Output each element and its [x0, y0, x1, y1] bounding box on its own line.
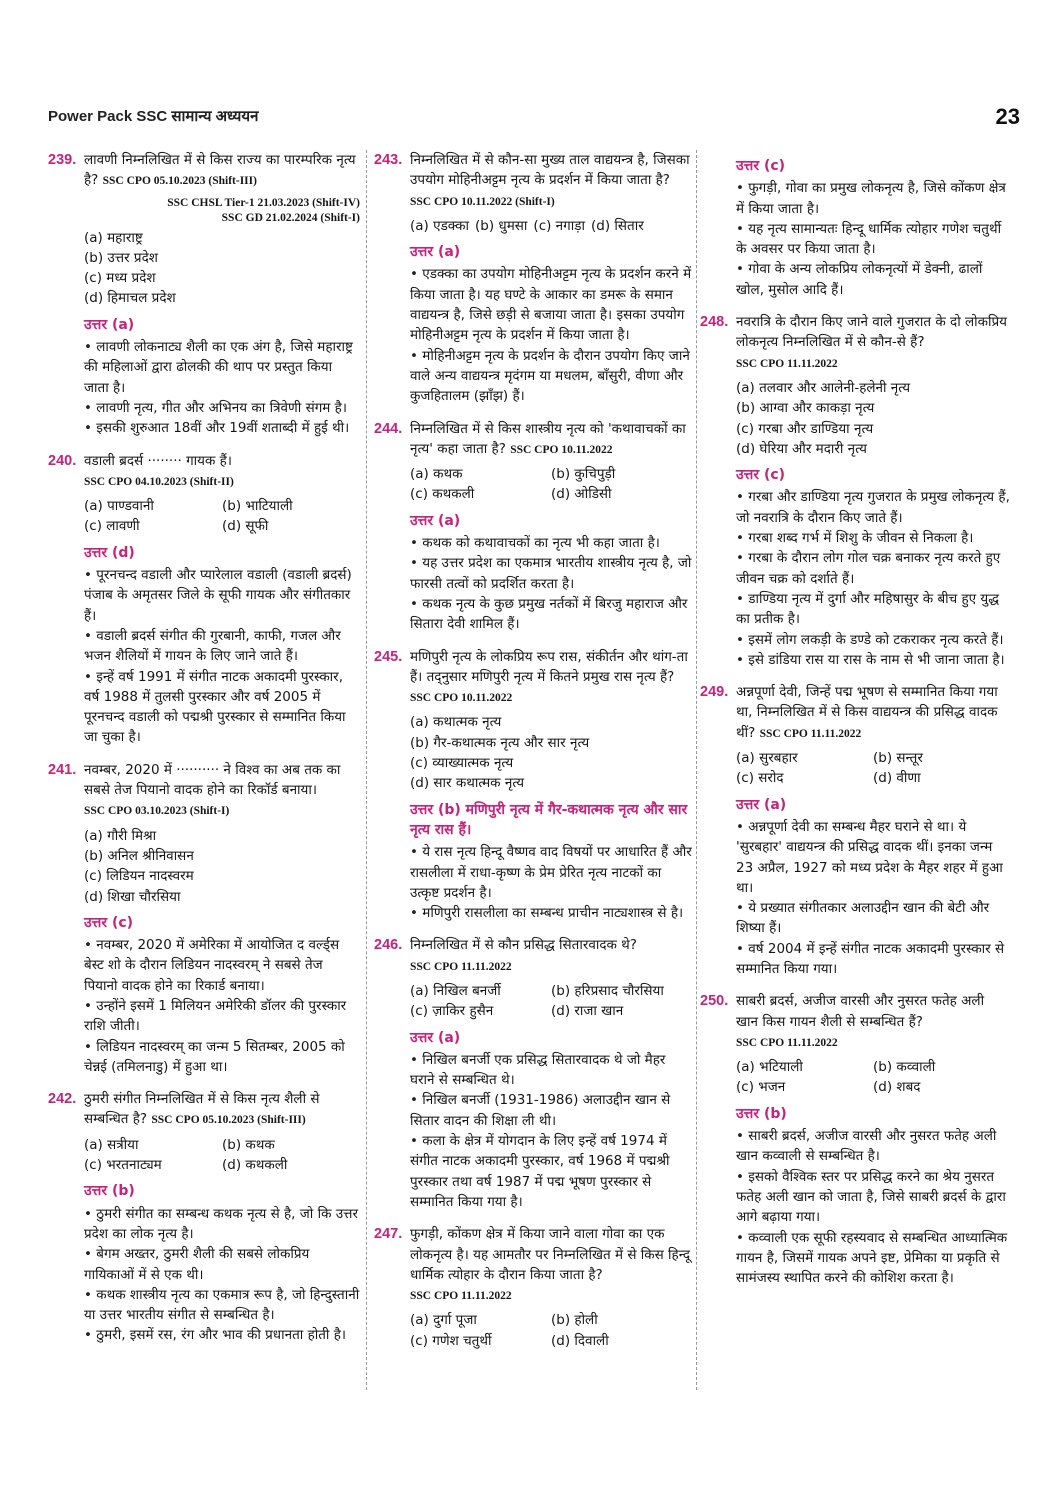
option: (b) धुमसा [475, 217, 528, 234]
question-text: अन्नपूर्णा देवी, जिन्हें पद्म भूषण से सम्मानित किया गया था, निम्नलिखित में से किस वाद्ययन्त्र की प्रसिद्ध वादक थीं? [736, 684, 998, 741]
question-number: 240. [48, 452, 77, 469]
question-number: 243. [374, 152, 403, 168]
answer-label: उत्तर (c) [736, 158, 786, 174]
option: (c) भरतनाट्यम [84, 1157, 162, 1174]
question [374, 935, 692, 977]
option: (a) महाराष्ट्र [84, 229, 143, 246]
explanation-point: • पूरनचन्द वडाली और प्यारेलाल वडाली (वडाली ब्रदर्स) पंजाब के अमृतसर जिले के सूफी गायक और संगीतकार हैं। [84, 565, 360, 626]
question-text: साबरी ब्रदर्स, अजीज वारसी और नुसरत फतेह अली खान किस गायन शैली से सम्बन्धित हैं? [736, 993, 985, 1030]
explanation-point: • कव्वाली एक सूफी रहस्यवाद से सम्बन्धित आध्यात्मिक गायन है, जिसमें गायक अपने इष्ट, प्रेमिका या प्रकृति से सामंजस्य स्थापित करने की कोशिश करता है। [736, 1228, 1010, 1289]
options-list [48, 228, 360, 309]
option: (c) ज़ाकिर हुसैन [410, 1003, 494, 1020]
explanation-point: • नवम्बर, 2020 में अमेरिका में आयोजित द वर्ल्ड्स बेस्ट शो के दौरान लिडियन नादस्वरम् ने सबसे तेज पियानो वादक होने का रिकार्ड बनाया। [84, 935, 360, 996]
option: (a) पाण्डवानी [84, 498, 154, 515]
column-3 [700, 150, 1010, 1410]
explanation [84, 1204, 360, 1346]
question-number: 247. [374, 1226, 403, 1243]
exam-source: SSC CPO 10.11.2022 [410, 692, 513, 705]
options-list [48, 826, 360, 907]
answer-label: उत्तर (b) [736, 1105, 787, 1122]
exam-source: SSC CPO 11.11.2022 [736, 1036, 838, 1049]
explanation-point: • लावणी नृत्य, गीत और अभिनय का त्रिवेणी संगम है। [84, 398, 360, 418]
explanation [736, 487, 1010, 670]
question-block [374, 647, 692, 924]
explanation [84, 565, 360, 748]
question [48, 451, 360, 493]
option: (a) एडक्का [410, 217, 470, 234]
option: (d) शबद [873, 1079, 921, 1096]
explanation-point: • ये रास नृत्य हिन्दू वैष्णव वाद विषयों पर आधारित हैं और रासलीला में राधा-कृष्ण के प्रेम प्रेरित नृत्य नाटकों का उत्कृष्ट प्रदर्शन है। [410, 842, 692, 903]
explanation-point: • मणिपुरी रासलीला का सम्बन्ध प्राचीन नाट्यशास्त्र से है। [410, 903, 692, 923]
explanation [84, 935, 360, 1077]
option: (c) नगाड़ा [533, 217, 585, 234]
explanation [410, 842, 692, 923]
option: (c) भजन [736, 1079, 786, 1096]
option: (a) कथात्मक नृत्य [410, 714, 502, 731]
explanation-point: • वडाली ब्रदर्स संगीत की गुरबानी, काफी, गजल और भजन शैलियों में गायन के लिए जाने जाते हैं। [84, 626, 360, 667]
question-number: 239. [48, 152, 77, 168]
explanation-point: • इसको वैश्विक स्तर पर प्रसिद्ध करने का श्रेय नुसरत फतेह अली खान को जाता है, जिसे साबरी ब्रदर्स के द्वारा आगे बढ़ाया गया। [736, 1167, 1010, 1228]
explanation-point: • गरबा के दौरान लोग गोल चक्र बनाकर नृत्य करते हुए जीवन चक्र को दर्शाते हैं। [736, 548, 1010, 589]
option: (d) राजा खान [551, 1003, 624, 1020]
exam-source: SSC CPO 11.11.2022 [410, 960, 512, 973]
option: (c) व्याख्यात्मक नृत्य [410, 755, 514, 772]
question-text: फुगड़ी, कोंकण क्षेत्र में किया जाने वाला गोवा का एक लोकनृत्य है। यह आमतौर पर निम्नलिखित में से किस हिन्दू धार्मिक त्योहार के दौरान किया जाता है? [410, 1226, 691, 1283]
option: (d) दिवाली [551, 1332, 609, 1349]
explanation-point: • फुगड़ी, गोवा का प्रमुख लोकनृत्य है, जिसे कोंकण क्षेत्र में किया जाता है। [736, 178, 1010, 219]
explanation [410, 264, 692, 406]
answer-label: उत्तर (b) मणिपुरी नृत्य में गैर-कथात्मक नृत्य और सार नृत्य रास हैं। [410, 801, 688, 838]
explanation-point: • कथक नृत्य के कुछ प्रमुख नर्तकों में बिरजु महाराज और सितारा देवी शामिल हैं। [410, 594, 692, 635]
question-block [374, 1224, 692, 1351]
options-list [374, 464, 692, 505]
question [374, 150, 692, 212]
option: (b) आग्वा और काकड़ा नृत्य [736, 400, 875, 417]
exam-source: SSC CPO 11.11.2022 [736, 357, 838, 370]
question-number: 246. [374, 937, 403, 954]
option: (a) दुर्गा पूजा [410, 1312, 477, 1329]
option: (b) कुचिपुड़ी [551, 466, 616, 483]
explanation-point: • ठुमरी, इसमें रस, रंग और भाव की प्रधानता होती है। [84, 1325, 360, 1345]
page-header [48, 104, 1020, 134]
options-list [48, 1135, 360, 1176]
option: (b) उत्तर प्रदेश [84, 249, 158, 266]
explanation-point: • बेगम अख्तर, ठुमरी शैली की सबसे लोकप्रिय गायिकाओं में से एक थी। [84, 1244, 360, 1285]
question-number: 244. [374, 420, 403, 437]
answer-label: उत्तर (a) [410, 244, 461, 261]
exam-source: SSC CPO 05.10.2023 (Shift-III) [151, 1114, 306, 1127]
explanation-point: • इन्हें वर्ष 1991 में संगीत नाटक अकादमी पुरस्कार, वर्ष 1988 में तुलसी पुरस्कार और वर्ष 2005 में पूरनचन्द वडाली को पद्मश्री पुरस्कार से सम्मानित किया जा चुका है। [84, 667, 360, 748]
exam-source: SSC CPO 10.11.2022 [510, 443, 613, 456]
explanation-point: • निखिल बनर्जी एक प्रसिद्ध सितारवादक थे जो मैहर घराने से सम्बन्धित थे। [410, 1050, 692, 1091]
explanation-point: • अन्नपूर्णा देवी का सम्बन्ध मैहर घराने से था। ये 'सुरबहार' वाद्ययन्त्र की प्रसिद्ध वादक थीं। इनका जन्म 23 अप्रैल, 1927 को मध्य प्रदेश के मैहर शहर में हुआ था। [736, 817, 1010, 898]
options-list [374, 1310, 692, 1351]
question-block [374, 150, 692, 407]
exam-source: SSC CPO 11.11.2022 [759, 727, 862, 740]
options-list [374, 216, 692, 236]
explanation [736, 1126, 1010, 1288]
question-number: 249. [700, 684, 729, 701]
option: (d) सार कथात्मक नृत्य [410, 775, 525, 792]
explanation-point: • गरबा और डाण्डिया नृत्य गुजरात के प्रमुख लोकनृत्य हैं, जो नवरात्रि के दौरान किए जाते हैं। [736, 487, 1010, 528]
options-list [374, 712, 692, 793]
explanation-point: • ठुमरी संगीत का सम्बन्ध कथक नृत्य से है, जो कि उत्तर प्रदेश का लोक नृत्य है। [84, 1204, 360, 1245]
option: (d) शिखा चौरसिया [84, 888, 181, 905]
column-1 [48, 150, 360, 1410]
exam-source: SSC CHSL Tier-1 21.03.2023 (Shift-IV) [167, 196, 360, 209]
answer-label: उत्तर (a) [736, 796, 787, 813]
explanation-point: • कला के क्षेत्र में योगदान के लिए इन्हें वर्ष 1974 में संगीत नाटक अकादमी पुरस्कार, वर्ष 1968 में पद्मश्री पुरस्कार तथा वर्ष 1987 में पद्म भूषण पुरस्कार से सम्मानित किया गया है। [410, 1131, 692, 1212]
question [48, 760, 360, 822]
question-block [700, 156, 1010, 300]
explanation-point: • यह उत्तर प्रदेश का एकमात्र भारतीय शास्त्रीय नृत्य है, जो फारसी तत्वों को प्रदर्शित करता है। [410, 553, 692, 594]
question [374, 647, 692, 709]
explanation-point: • यह नृत्य सामान्यतः हिन्दू धार्मिक त्योहार गणेश चतुर्थी के अवसर पर किया जाता है। [736, 219, 1010, 260]
option: (b) अनिल श्रीनिवासन [84, 847, 194, 864]
option: (d) वीणा [873, 770, 921, 787]
exam-source: SSC GD 21.02.2024 (Shift-I) [221, 211, 360, 224]
options-list [700, 1057, 1010, 1098]
exam-source: SSC CPO 11.11.2022 [410, 1290, 512, 1303]
option: (c) गरबा और डाण्डिया नृत्य [736, 420, 874, 437]
explanation-point: • निखिल बनर्जी (1931-1986) अलाउद्दीन खान से सितार वादन की शिक्षा ली थी। [410, 1090, 692, 1131]
question-text: निम्नलिखित में से कौन-सा मुख्य ताल वाद्ययन्त्र है, जिसका उपयोग मोहिनीअट्टम नृत्य के प्रदर्शन में किया जाता है? [410, 152, 690, 189]
question-number: 248. [700, 314, 729, 331]
question [374, 1224, 692, 1306]
options-list [700, 748, 1010, 789]
question-block [700, 682, 1010, 979]
explanation-point: • लावणी लोकनाट्य शैली का एक अंग है, जिसे महाराष्ट्र की महिलाओं द्वारा ढोलकी की थाप पर प्रस्तुत किया जाता है। [84, 337, 360, 398]
question-block [374, 935, 692, 1212]
option: (d) सितार [590, 217, 644, 234]
question [700, 682, 1010, 744]
question-number: 250. [700, 993, 729, 1010]
question-text: ठुमरी संगीत निम्नलिखित में से किस नृत्य शैली से सम्बन्धित है? [84, 1091, 320, 1128]
option: (c) कथकली [410, 486, 475, 503]
options-list [48, 496, 360, 537]
question-number: 242. [48, 1091, 77, 1108]
option: (b) कव्वाली [873, 1059, 936, 1076]
explanation-point: • मोहिनीअट्टम नृत्य के प्रदर्शन के दौरान उपयोग किए जाने वाले अन्य वाद्ययन्त्र मृदंगम या मधलम, बाँसुरी, वीणा और कुजहितालम (झाँझ) हैं। [410, 346, 692, 407]
option: (b) होली [551, 1312, 598, 1329]
question-block [374, 419, 692, 635]
option: (c) गणेश चतुर्थी [410, 1332, 492, 1349]
answer-label: उत्तर (d) [84, 544, 135, 561]
option: (b) कथक [222, 1136, 275, 1153]
question [374, 419, 692, 461]
explanation-point: • इसमें लोग लकड़ी के डण्डे को टकराकर नृत्य करते हैं। [736, 630, 1010, 650]
explanation [736, 178, 1010, 300]
option: (a) भटियाली [736, 1059, 803, 1076]
question-number: 241. [48, 761, 77, 778]
question-text: नवरात्रि के दौरान किए जाने वाले गुजरात के दो लोकप्रिय लोकनृत्य निम्नलिखित में से कौन-से हैं? [736, 314, 1008, 351]
exam-source: SSC CPO 05.10.2023 (Shift-III) [102, 175, 257, 188]
explanation-point: • डाण्डिया नृत्य में दुर्गा और महिषासुर के बीच हुए युद्ध का प्रतीक है। [736, 589, 1010, 630]
question-block [48, 150, 360, 439]
option: (a) सुरबहार [736, 750, 798, 767]
explanation-point: • उन्होंने इसमें 1 मिलियन अमेरिकी डॉलर की पुरस्कार राशि जीती। [84, 996, 360, 1037]
question [700, 312, 1010, 374]
option: (a) निखिल बनर्जी [410, 982, 501, 999]
explanation [84, 337, 360, 438]
option: (a) गौरी मिश्रा [84, 827, 157, 844]
book-title: Power Pack SSC सामान्य अध्ययन [48, 108, 259, 125]
option: (c) मध्य प्रदेश [84, 270, 156, 287]
explanation [410, 1050, 692, 1212]
explanation [410, 533, 692, 634]
option: (a) कथक [410, 466, 463, 483]
answer-label: उत्तर (c) [84, 914, 134, 931]
answer-label: उत्तर (b) [84, 1183, 135, 1200]
options-list [374, 981, 692, 1022]
exam-source: SSC CPO 10.11.2022 (Shift-I) [410, 195, 555, 208]
question-block [700, 312, 1010, 670]
question-block [48, 451, 360, 748]
question-block [48, 760, 360, 1077]
explanation [736, 817, 1010, 979]
question-block [48, 1089, 360, 1346]
explanation-point: • गरबा शब्द गर्भ में शिशु के जीवन से निकला है। [736, 528, 1010, 548]
option: (d) सूफी [222, 518, 269, 535]
question-text: नवम्बर, 2020 में ·········· ने विश्व का अब तक का सबसे तेज पियानो वादक होने का रिकॉर्ड बनाया। [84, 761, 341, 799]
question [48, 1089, 360, 1131]
answer-label: उत्तर (c) [736, 467, 786, 484]
explanation-point: • एडक्का का उपयोग मोहिनीअट्टम नृत्य के प्रदर्शन करने में किया जाता है। यह घण्टे के आकार का डमरू के समान वाद्ययन्त्र है, जिसे छड़ी से बजाया जाता है। इसका उपयोग मोहिनीअट्टम नृत्य के प्रदर्शन में किया जाता है। [410, 264, 692, 345]
option: (a) तलवार और आलेनी-हलेनी नृत्य [736, 379, 911, 396]
explanation-point: • गोवा के अन्य लोकप्रिय लोकनृत्यों में डेक्नी, ढालों खोल, मुसोल आदि हैं। [736, 259, 1010, 300]
option: (d) कथकली [222, 1157, 288, 1174]
option: (c) लिडियन नादस्वरम [84, 868, 194, 885]
question-text: निम्नलिखित में से किस शास्त्रीय नृत्य को 'कथावाचकों का नृत्य' कहा जाता है? [410, 420, 686, 457]
exam-source: SSC CPO 03.10.2023 (Shift-I) [84, 805, 230, 818]
exam-source: SSC CPO 04.10.2023 (Shift-II) [84, 475, 234, 488]
options-list [700, 378, 1010, 459]
question-text: लावणी निम्नलिखित में से किस राज्य का पारम्परिक नृत्य है? [84, 152, 356, 189]
option: (b) सन्तूर [873, 750, 923, 767]
column-divider [696, 150, 697, 1390]
explanation-point: • लिडियन नादस्वरम् का जन्म 5 सितम्बर, 2005 को चेन्नई (तमिलनाडु) में हुआ था। [84, 1037, 360, 1078]
question-text: निम्नलिखित में से कौन प्रसिद्ध सितारवादक थे? [410, 937, 637, 954]
explanation-point: • वर्ष 2004 में इन्हें संगीत नाटक अकादमी पुरस्कार से सम्मानित किया गया। [736, 939, 1010, 980]
option: (b) हरिप्रसाद चौरसिया [551, 982, 664, 999]
question-text: वडाली ब्रदर्स ········ गायक हैं। [84, 452, 232, 469]
answer-label: उत्तर (a) [410, 1029, 461, 1046]
explanation-point: • साबरी ब्रदर्स, अजीज वारसी और नुसरत फतेह अली खान कव्वाली से सम्बन्धित है। [736, 1126, 1010, 1167]
option: (c) लावणी [84, 518, 140, 535]
question-number: 245. [374, 648, 403, 665]
explanation-point: • कथक शास्त्रीय नृत्य का एकमात्र रूप है, जो हिन्दुस्तानी या उत्तर भारतीय संगीत से सम्बन्धित है। [84, 1285, 360, 1326]
answer-label: उत्तर (a) [84, 316, 135, 333]
question-block [700, 991, 1010, 1288]
explanation-point: • इसे डांडिया रास या रास के नाम से भी जाना जाता है। [736, 650, 1010, 670]
question [700, 991, 1010, 1053]
column-divider [366, 150, 367, 1390]
answer-label: उत्तर (a) [410, 512, 461, 529]
option: (d) हिमाचल प्रदेश [84, 290, 176, 307]
question-text: मणिपुरी नृत्य के लोकप्रिय रूप रास, संकीर्तन और थांग-ता हैं। तद्नुसार मणिपुरी नृत्य में कितने प्रमुख रास नृत्य हैं? [410, 648, 688, 685]
explanation-point: • ये प्रख्यात संगीतकार अलाउद्दीन खान की बेटी और शिष्या हैं। [736, 898, 1010, 939]
explanation-point: • इसकी शुरुआत 18वीं और 19वीं शताब्दी में हुई थी। [84, 418, 360, 438]
option: (d) घेरिया और मदारी नृत्य [736, 440, 867, 457]
column-2 [374, 150, 692, 1410]
option: (b) गैर-कथात्मक नृत्य और सार नृत्य [410, 734, 590, 751]
option: (c) सरोद [736, 770, 784, 787]
page-number: 23 [995, 104, 1020, 129]
option: (b) भाटियाली [222, 498, 293, 515]
explanation-point: • कथक को कथावाचकों का नृत्य भी कहा जाता है। [410, 533, 692, 553]
question [48, 150, 360, 192]
option: (a) सत्रीया [84, 1136, 139, 1153]
option: (d) ओडिसी [551, 486, 612, 503]
